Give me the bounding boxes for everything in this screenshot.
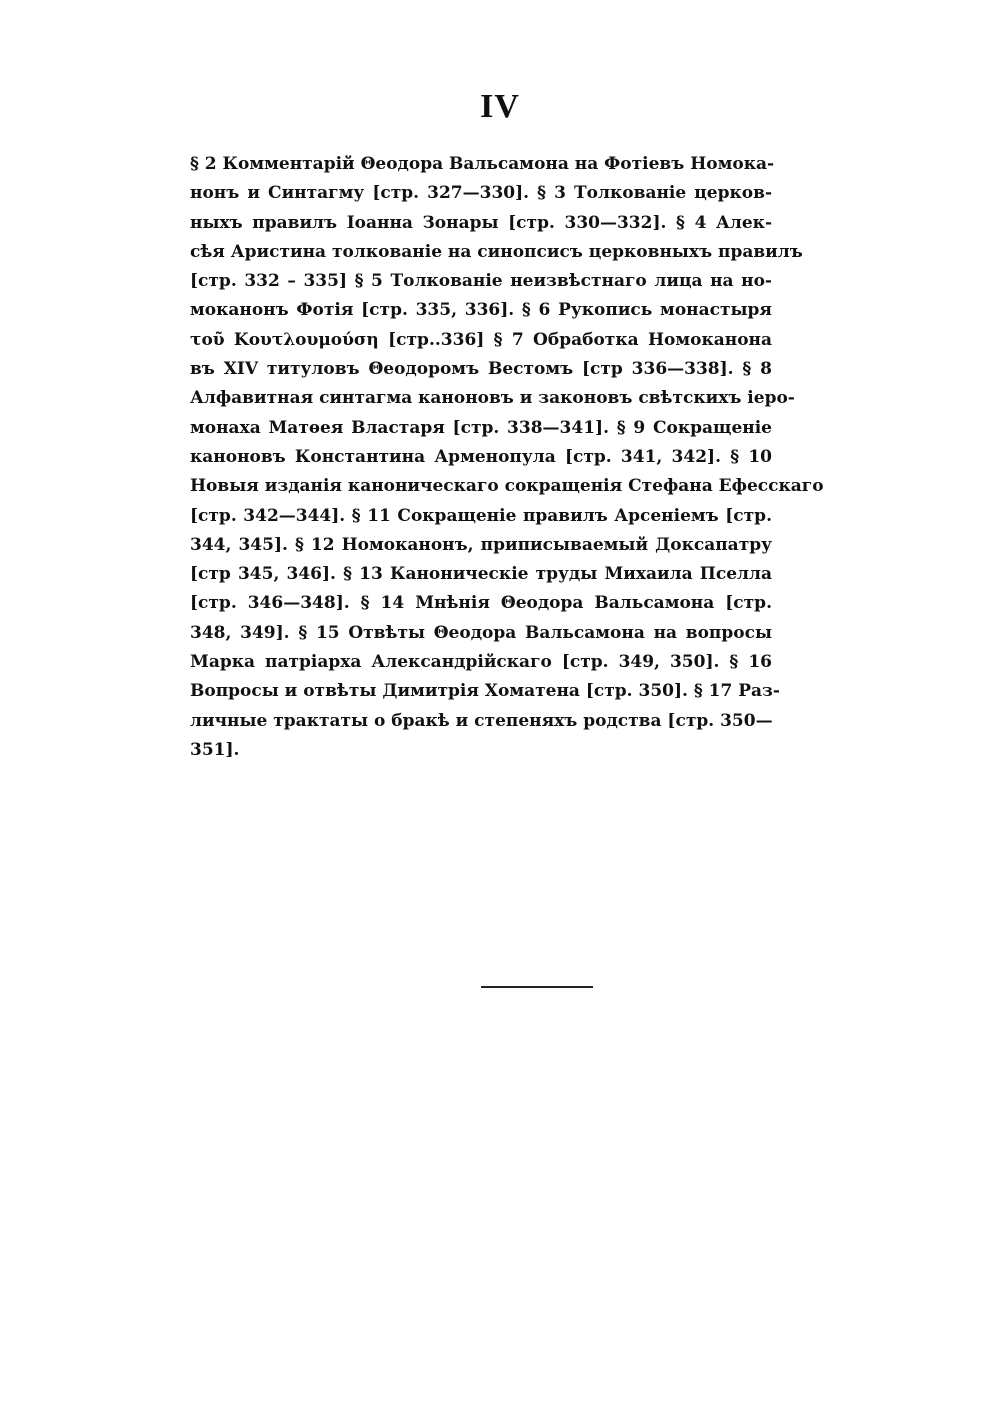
toc-line: каноновъ Константина Арменопула [стр. 341, 342]. § 10	[190, 446, 772, 467]
toc-line: нонъ и Синтагму [стр. 327—330]. § 3 Толкованіе церков-	[190, 183, 772, 204]
toc-line: [стр. 332 – 335] § 5 Толкованіе неизвѣстнаго лица на но-	[190, 271, 772, 292]
toc-line: τοῦ Κουτλουμούση [стр..336] § 7 Обработка Номоканона	[190, 329, 772, 350]
toc-line: [стр 345, 346]. § 13 Каноническіе труды Михаила Пселла	[190, 564, 772, 585]
toc-line: [стр. 342—344]. § 11 Сокращеніе правилъ Арсеніемъ [стр.	[190, 505, 772, 526]
toc-line: 344, 345]. § 12 Номоканонъ, приписываемый Доксапатру	[190, 534, 772, 555]
toc-line: личные трактаты о бракѣ и степеняхъ родства [стр. 350—	[190, 710, 773, 731]
toc-line: § 2 Комментарій Θеодора Вальсамона на Фотіевъ Номока-	[190, 154, 775, 174]
toc-line: Новыя изданія каноническаго сокращенія Стефана Ефесскаго	[190, 476, 824, 497]
page-number: IV	[480, 88, 520, 125]
toc-line: сѣя Аристина толкованіе на синопсисъ церковныхъ правилъ	[190, 241, 803, 262]
toc-line: Алфавитная синтагма каноновъ и законовъ свѣтскихъ іеро-	[190, 388, 795, 409]
toc-line: 348, 349]. § 15 Отвѣты Θеодора Вальсамона на вопросы	[190, 622, 772, 643]
toc-line: Вопросы и отвѣты Димитрія Хоматена [стр. 350]. § 17 Раз-	[190, 681, 780, 702]
toc-line: [стр. 346—348]. § 14 Мнѣнія Θеодора Вальсамона [стр.	[190, 593, 772, 614]
toc-block	[190, 150, 824, 765]
toc-line: монаха Матѳея Властаря [стр. 338—341]. § 9 Сокращеніе	[190, 417, 772, 438]
toc-line: Марка патріарха Александрійскаго [стр. 349, 350]. § 16	[190, 652, 772, 673]
end-rule	[481, 986, 593, 988]
toc-line: 351].	[190, 739, 240, 760]
toc-line: моканонъ Фотія [стр. 335, 336]. § 6 Рукопись монастыря	[190, 300, 772, 321]
toc-line: ныхъ правилъ Іоанна Зонары [стр. 330—332]. § 4 Алек-	[190, 212, 772, 233]
toc-line: въ XIV титуловъ Θеодоромъ Вестомъ [стр 336—338]. § 8	[190, 359, 772, 380]
